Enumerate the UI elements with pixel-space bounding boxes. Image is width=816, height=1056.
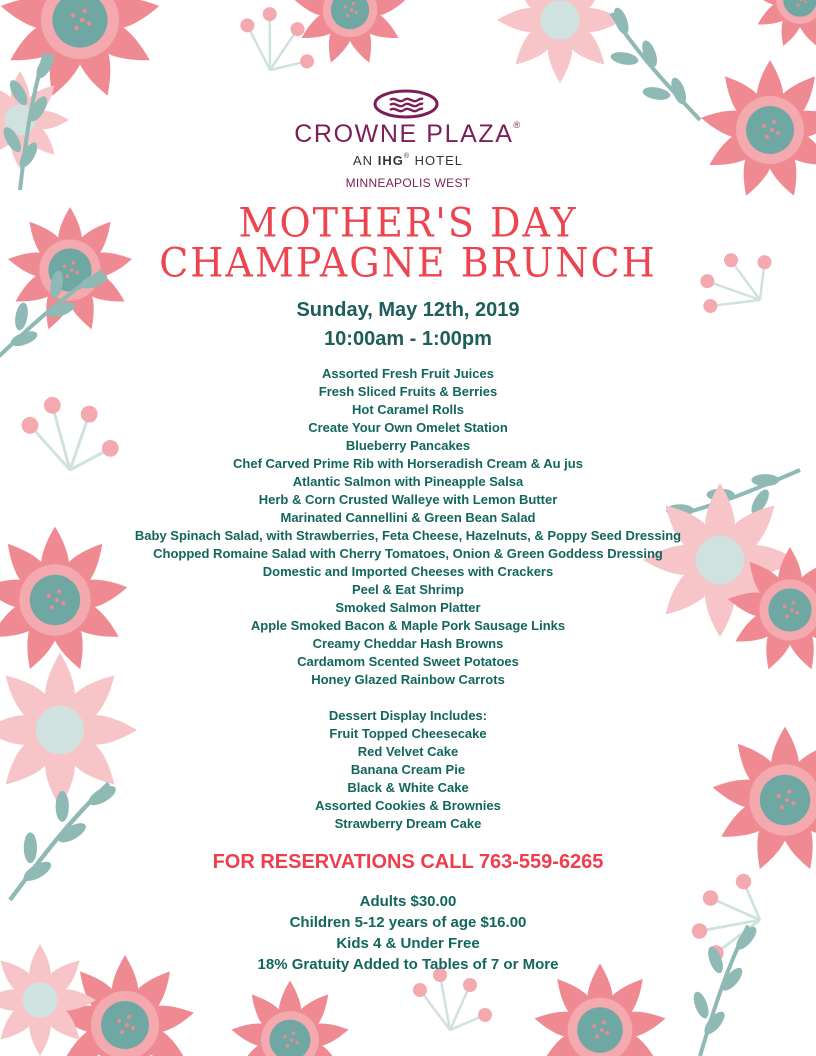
dessert-heading: Dessert Display Includes: [328, 708, 488, 723]
event-time: 10:00am - 1:00pm [324, 328, 492, 350]
dessert-item: Banana Cream Pie [350, 762, 466, 777]
menu-item: Chef Carved Prime Rib with Horseradish Cream & Au jus [233, 456, 583, 471]
page-title-line2: CHAMPAGNE BRUNCH [159, 239, 657, 287]
dessert-item: Red Velvet Cake [357, 744, 459, 759]
menu-item: Baby Spinach Salad, with Strawberries, Feta Cheese, Hazelnuts, & Poppy Seed Dressing [134, 528, 682, 543]
brand-location: MINNEAPOLIS WEST [345, 176, 471, 190]
brand-name: CROWNE PLAZA® [294, 120, 522, 148]
dessert-item: Assorted Cookies & Brownies [315, 798, 501, 813]
page-title-line1: MOTHER'S DAY [238, 199, 578, 247]
menu-item: Chopped Romaine Salad with Cherry Tomatoes, Onion & Green Goddess Dressing [153, 546, 663, 561]
pricing-list [0, 891, 816, 975]
menu-item: Peel & Eat Shrimp [352, 582, 464, 597]
menu-item: Fresh Sliced Fruits & Berries [318, 384, 498, 399]
menu-item: Herb & Corn Crusted Walleye with Lemon Butter [258, 492, 558, 507]
menu-item: Create Your Own Omelet Station [308, 420, 508, 435]
price-line: Children 5-12 years of age $16.00 [289, 914, 527, 931]
menu-list [0, 365, 816, 689]
menu-item: Cardamom Scented Sweet Potatoes [297, 654, 519, 669]
dessert-item: Strawberry Dream Cake [334, 816, 482, 831]
menu-item: Assorted Fresh Fruit Juices [322, 366, 494, 381]
dessert-list [0, 707, 816, 833]
brand-subtitle: AN IHG® HOTEL [353, 153, 463, 168]
menu-item: Blueberry Pancakes [345, 438, 471, 453]
menu-item: Atlantic Salmon with Pineapple Salsa [292, 474, 524, 489]
dessert-item: Fruit Topped Cheesecake [329, 726, 487, 741]
crowne-plaza-logo-icon [373, 89, 439, 119]
price-line: Kids 4 & Under Free [336, 935, 480, 952]
price-line: 18% Gratuity Added to Tables of 7 or More [257, 956, 559, 973]
menu-item: Smoked Salmon Platter [335, 600, 481, 615]
price-line: Adults $30.00 [359, 893, 457, 910]
reservations-line: FOR RESERVATIONS CALL 763-559-6265 [212, 851, 604, 873]
event-date: Sunday, May 12th, 2019 [296, 299, 520, 321]
dessert-item: Black & White Cake [347, 780, 469, 795]
menu-item: Marinated Cannellini & Green Bean Salad [280, 510, 536, 525]
menu-item: Apple Smoked Bacon & Maple Pork Sausage Links [250, 618, 566, 633]
menu-item: Honey Glazed Rainbow Carrots [311, 672, 505, 687]
menu-item: Creamy Cheddar Hash Browns [312, 636, 504, 651]
menu-item: Hot Caramel Rolls [352, 402, 464, 417]
menu-item: Domestic and Imported Cheeses with Crackers [262, 564, 554, 579]
